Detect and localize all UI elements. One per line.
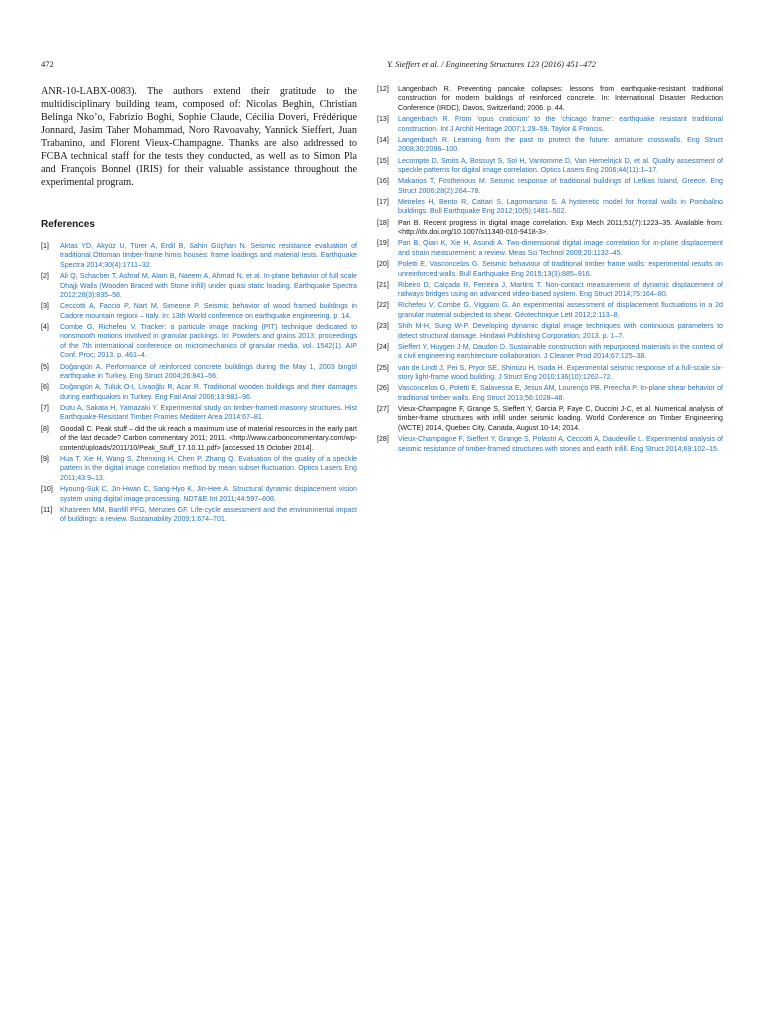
- reference-item: [377, 405, 723, 433]
- reference-number: [23]: [377, 322, 389, 331]
- reference-item: [377, 115, 723, 134]
- reference-item: [377, 198, 723, 217]
- reference-link[interactable]: Combe G, Richefeu V. Tracker: a particule image tracking (PIT) technique dedicated to nonsmooth motions involved in granular packings. In: Powders and grains 2013: proceedings of the 7th international conference on micromechanics of granular media. vol. 1542(1). AIP Conf. Proc; 2013. p. 461–4.: [60, 323, 357, 360]
- reference-number: [24]: [377, 342, 389, 351]
- reference-text: Vieux-Champagne F, Grange S, Sieffert Y, Garcia P, Faye C, Duccini J-C, et al. Numerical analysis of timber-frame structures with infill under seismic loading. World Conference on Timber Engineering (WCTE) 2014, Quebec City, Canada, August 10-14; 2014.: [398, 405, 723, 432]
- reference-item: [41, 363, 357, 382]
- right-column: [377, 85, 723, 456]
- reference-link[interactable]: Ali Q, Schacher T, Ashraf M, Alam B, Naeem A, Ahmad N, et al. In-plane behavior of full scale Dhajji Walls (Wooden Braced with Stone Infill) under quasi static loading. Earthquake Spectra 2012;28(3):835–58.: [60, 272, 357, 300]
- reference-number: [21]: [377, 280, 389, 289]
- reference-item: [377, 136, 723, 155]
- reference-item: [377, 435, 723, 454]
- reference-item: [41, 242, 357, 270]
- reference-item: [377, 281, 723, 300]
- reference-number: [12]: [377, 85, 389, 93]
- reference-number: [14]: [377, 135, 389, 144]
- reference-text: Goodall C. Peak stuff – did the uk reach a maximum use of material resources in the early part of the last decade? Carbon commentary 2011; 2011. <http://www.carboncommentary.com/wp-content/uploads/2011/10/Peak_Stuff_17.10.11.pdf> [accessed 15 October 2014].: [60, 424, 357, 452]
- left-column: [41, 85, 357, 526]
- reference-link[interactable]: Richefeu V, Combe G, Viggiani G. An experimental assessment of displacement fluctuations in a 2d granular material subjected to shear. Géotechnique Lett 2012;2:113–8.: [398, 301, 723, 319]
- reference-item: [41, 425, 357, 453]
- reference-link[interactable]: Doğangün A. Performance of reinforced concrete buildings during the May 1, 2003 bingöl earthquake in Turkey. Eng Struct 2004;26:841–56.: [60, 362, 357, 381]
- reference-number: [25]: [377, 363, 389, 372]
- reference-number: [22]: [377, 301, 389, 310]
- references-heading: References: [41, 219, 95, 230]
- reference-number: [5]: [41, 362, 49, 371]
- reference-item: [377, 239, 723, 258]
- reference-number: [3]: [41, 302, 49, 311]
- reference-item: [41, 272, 357, 300]
- reference-number: [9]: [41, 454, 49, 463]
- reference-number: [17]: [377, 197, 389, 206]
- reference-list-left: [41, 242, 357, 525]
- reference-link[interactable]: Khasreen MM, Banfill PFG, Menzies GF. Life-cycle assessment and the environmental impact of buildings: a review. Sustainability 2009;1:674–701.: [60, 505, 357, 524]
- reference-item: [377, 364, 723, 383]
- reference-item: [377, 85, 723, 113]
- reference-number: [13]: [377, 115, 389, 124]
- reference-text: Pan B. Recent progress in digital image correlation. Exp Mech 2011;51(7):1223–35. Available from: <http://dx.doi.org/10.1007/s11340-010-9418-3>.: [398, 218, 723, 237]
- reference-number: [2]: [41, 272, 49, 281]
- reference-link[interactable]: Sieffert Y, Huygen J-M, Daudon D. Sustainable construction with repurposed materials in the context of a civil engineering earchitecture collaboration. J Cleaner Prod 2014;67:125–38.: [398, 342, 723, 361]
- reference-link[interactable]: Pan B, Qian K, Xie H, Asundi A. Two-dimensional digital image correlation for in-plane displacement and strain measurement: a review. Meas Sci Technol 2009;20:1132–45.: [398, 239, 723, 257]
- reference-number: [1]: [41, 242, 49, 250]
- reference-link[interactable]: Doğangün A, Tuluk O-I, Livaoğlu R, Acar R. Traditional wooden buildings and their damages during earthquakes in Turkey. Eng Fail Anal 2006;13:981–96.: [60, 383, 357, 401]
- reference-item: [41, 455, 357, 483]
- reference-link[interactable]: Dutu A, Sakata H, Yamazaki Y. Experimental study on timber-framed masonry structures. Hist Earthquake-Resistant Timber Frames Mediterr Area 2014:67–81.: [60, 404, 357, 422]
- reference-number: [4]: [41, 323, 49, 332]
- reference-item: [41, 302, 357, 321]
- reference-item: [377, 301, 723, 320]
- reference-item: [41, 323, 357, 361]
- reference-item: [377, 260, 723, 279]
- reference-link[interactable]: Shih M-H, Sung W-P. Developing dynamic digital image techniques with continuous parameters to detect structural damage. Hindawi Publishing Corporation; 2013. p. 1–7.: [398, 322, 723, 340]
- reference-number: [27]: [377, 405, 389, 413]
- reference-item: [41, 485, 357, 504]
- running-head: Y. Sieffert et al. / Engineering Structures 123 (2016) 451–472: [387, 59, 596, 69]
- reference-link[interactable]: Hyoung-Suk C, Jin-Hwan C, Sang-Hyo K, Jin-Hee A. Structural dynamic displacement vision system using digital image processing. NDT&E Int 2011;44:597–608.: [60, 485, 357, 503]
- reference-number: [6]: [41, 383, 49, 392]
- reference-item: [41, 383, 357, 402]
- page-number: 472: [41, 59, 54, 69]
- reference-item: [377, 322, 723, 341]
- reference-text: Langenbach R. Preventing pancake collapses: lessons from earthquake-resistant traditional construction for modern buildings of reinforced concrete. In: International Disaster Reduction Conference (IRDC), Davos, Switzerland; 2006. p. 44.: [398, 85, 723, 112]
- reference-number: [20]: [377, 260, 389, 269]
- reference-item: [41, 404, 357, 423]
- reference-number: [28]: [377, 435, 389, 444]
- reference-number: [7]: [41, 404, 49, 413]
- reference-number: [26]: [377, 384, 389, 393]
- reference-item: [377, 384, 723, 403]
- reference-link[interactable]: Meireles H, Bento R, Cattari S, Lagomarsino S. A hysteretic model for frontal walls in Pombalino buildings. Bull Earthquake Eng 2012;10(5):1481–502.: [398, 197, 723, 216]
- reference-link[interactable]: Ribeiro D, Calçada R, Ferreira J, Martins T. Non-contact measurement of dynamic displacement of railways bridges using an advanced video-based system. Eng Struct 2014;75:164–80.: [398, 280, 723, 299]
- reference-number: [15]: [377, 156, 389, 165]
- reference-number: [11]: [41, 505, 53, 514]
- reference-item: [377, 157, 723, 176]
- reference-link[interactable]: Langenbach R. From ‘opus craticium’ to the ‘chicago frame’: earthquake resistant traditional construction. Int J Archit Heritage 2007;1:29–59. Taylor & Francis.: [398, 115, 723, 133]
- reference-number: [10]: [41, 485, 53, 494]
- reference-item: [377, 343, 723, 362]
- reference-link[interactable]: Makarios T, Fosthenous M. Seismic response of traditional buildings of Lefkas Island, Greece. Eng Struct 2006;28(2):264–78.: [398, 177, 723, 195]
- reference-link[interactable]: Vieux-Champagne F, Sieffert Y, Grange S, Polastri A, Ceccotti A, Daudeville L. Experimental analysis of seismic resistance of timber-framed structures with stones and earth infill. Eng Struct 2014;69:102–15.: [398, 435, 723, 453]
- reference-link[interactable]: Langenbach R. Learning from the past to protect the future: armature crosswalls. Eng Struct 2008;30:2096–100.: [398, 135, 723, 154]
- reference-number: [16]: [377, 177, 389, 186]
- acknowledgements-paragraph: ANR-10-LABX-0083). The authors extend their gratitude to the multidisciplinary building team, composed of: Nicolas Beghin, Christian Belinga Nko’o, Fabrizio Boghi, Sophie Claude, Cécilia Doveri, Frédérique Jonnard, Jasim Taher Mohammad, Noro Ravoavahy, Yannick Sieffert, Juan Trabanino, and Florent Vieux-Champagne. Thanks are also addressed to FCBA technical staff for the tests they conducted, as well as to Simon Pla and François Bonnel (IRIS) for their valuable assistance throughout the experimental program.: [41, 86, 357, 188]
- reference-link[interactable]: Ceccotti A, Faccio P, Nart M, Simeone P. Seismic behavior of wood framed buildings in Cadore mountain regioni – Italy. In: 13th World conference on earthquake engineering. p. 14.: [60, 302, 357, 320]
- reference-number: [19]: [377, 239, 389, 248]
- reference-link[interactable]: van de Lindt J, Pei S, Pryor SE, Shimizu H, Isoda H. Experimental seismic response of a full-scale six-story light-frame wood building. J Struct Eng 2010;136(10):1262–72.: [398, 363, 723, 382]
- reference-list-right: [377, 85, 723, 454]
- reference-link[interactable]: Aktas YD, Akyüz U, Türer A, Erdil B, Sahin Güçhan N. Seismic resistance evaluation of traditional Ottoman timber-frame himis houses: frame loadings and material tests. Earthquake Spectra 2014;30(4):1711–32.: [60, 242, 357, 269]
- reference-link[interactable]: Vasconcelos G, Poletti E, Salavessa E, Jesus AM, Lourenço PB, Preecha P. In-plane shear behavior of traditional timber walls. Eng Struct 2013;56:1028–48.: [398, 384, 723, 402]
- reference-item: [41, 506, 357, 525]
- reference-number: [18]: [377, 218, 389, 227]
- reference-item: [377, 219, 723, 238]
- reference-link[interactable]: Hua T, Xie H, Wang S, Zhenxing H, Chen P, Zhang Q. Evaluation of the quality of a speckle pattern in the digital image correlation method by mean subset fluctuation. Optics Lasers Eng 2011;43:9–13.: [60, 454, 357, 482]
- reference-link[interactable]: Lecompte D, Smits A, Bossuyt S, Sol H, Vantomme D, Van Hemelrijck D, et al. Quality assessment of speckle patterns for digital image correlation. Optics Lasers Eng 2006;44(11):1–17.: [398, 156, 723, 175]
- reference-link[interactable]: Poletti E, Vasconcelos G. Seismic behaviour of traditional timber frame walls: experimental results on unreinforced walls. Bull Earthquake Eng 2015;13(3):885–916.: [398, 260, 723, 278]
- reference-item: [377, 177, 723, 196]
- reference-number: [8]: [41, 424, 49, 433]
